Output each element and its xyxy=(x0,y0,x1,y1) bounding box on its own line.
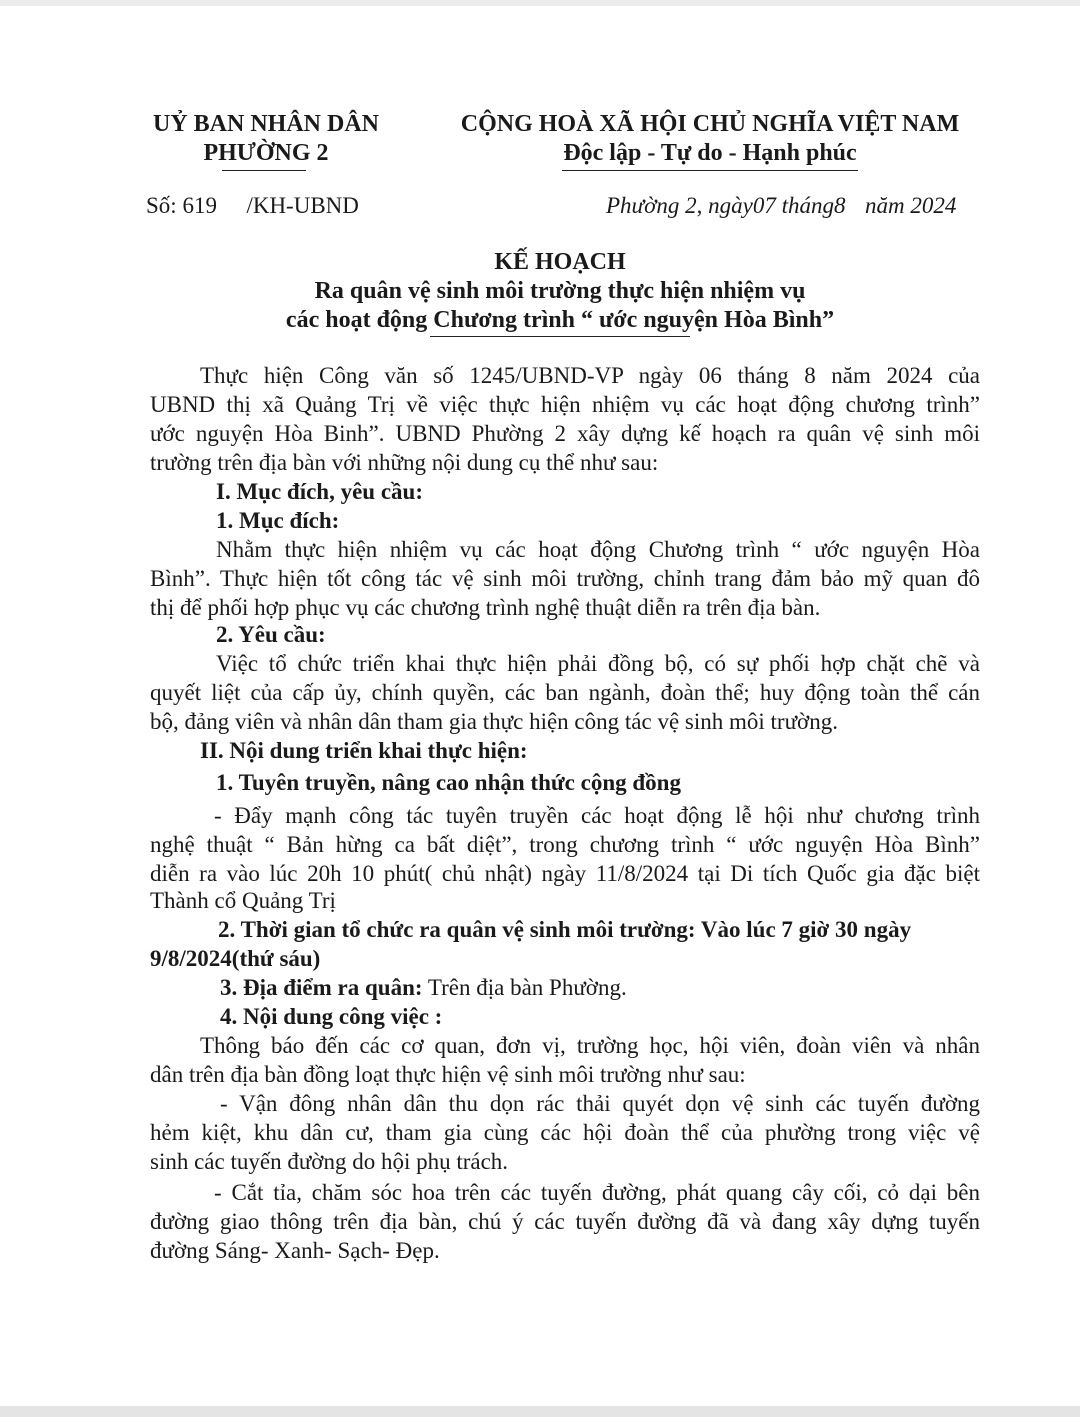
date-place: Phường 2, ngày xyxy=(606,193,753,218)
section2-item4-intro-1: Thông báo đến các cơ quan, đơn vị, trường học, hội viên, đoàn viên và nhân xyxy=(200,1033,980,1058)
doc-subtitle-2: các hoạt động Chương trình “ ước nguyện Hòa Bình” xyxy=(285,307,835,333)
agency-name: UỶ BAN NHÂN DÂN xyxy=(153,111,379,137)
section1-sub1-line-3: thị để phối hợp phục vụ các chương trình nghệ thuật diễn ra trên địa bàn. xyxy=(150,595,821,620)
doc-number-value: 619 xyxy=(182,193,217,218)
agency-ward: PHƯỜNG 2 xyxy=(203,140,329,166)
page-bottom-edge xyxy=(0,1406,1080,1417)
section1-sub1-line-1: Nhằm thực hiện nhiệm vụ các hoạt động Chương trình “ ước nguyện Hòa xyxy=(216,537,980,562)
intro-line-3: ước nguyện Hòa Binh”. UBND Phường 2 xây dựng kế hoạch ra quân vệ sinh môi xyxy=(150,421,980,446)
section1-sub2-line-3: bộ, đảng viên và nhân dân tham gia thực hiện công tác vệ sinh môi trường. xyxy=(150,709,838,734)
doc-number xyxy=(146,192,359,220)
date-month-label: tháng xyxy=(781,193,834,218)
document-page xyxy=(0,6,1080,1406)
section2-item4-bullet2-line-3: đường Sáng- Xanh- Sạch- Đẹp. xyxy=(150,1238,440,1263)
section2-item2-text: . Thời gian tổ chức ra quân vệ sinh môi trường: Vào lúc 7 giờ 30 ngày xyxy=(229,917,912,942)
section2-item4-heading: 4. Nội dung công việc : xyxy=(220,1004,443,1029)
agency-underline xyxy=(222,170,306,171)
section2-item1-line-3: diễn ra vào lúc 20h 10 phút( chủ nhật) ngày 11/8/2024 tại Di tích Quốc gia đặc biệt xyxy=(150,861,980,886)
section2-item4-bullet1-line-1: - Vận đông nhân dân thu dọn rác thải quyét dọn vệ sinh các tuyến đường xyxy=(220,1091,980,1116)
title-underline xyxy=(430,336,690,337)
date-month: 8 xyxy=(833,193,846,218)
section2-item1-line-1: - Đẩy mạnh công tác tuyên truyền các hoạt động lễ hội như chương trình xyxy=(214,803,980,828)
intro-line-1: Thực hiện Công văn số 1245/UBND-VP ngày 06 tháng 8 năm 2024 của xyxy=(200,363,980,388)
date-day: 07 xyxy=(752,193,776,218)
intro-line-4: trường trên địa bàn với những nội dung cụ thể như sau: xyxy=(150,450,659,475)
section2-item1-line-2: nghệ thuật “ Bản hừng ca bất diệt”, trong chương trình “ ước nguyện Hòa Bình” xyxy=(150,832,980,857)
section1-sub2-heading: 2. Yêu cầu: xyxy=(216,622,326,647)
date-year: năm 2024 xyxy=(864,193,957,218)
section2-item4-bullet2-line-1: - Cắt tỉa, chăm sóc hoa trên các tuyến đường, phát quang cây cối, cỏ dại bên xyxy=(214,1180,980,1205)
section2-item4-intro-2: dân trên địa bàn đồng loạt thực hiện vệ sinh môi trường như sau: xyxy=(150,1062,746,1087)
section2-item3 xyxy=(220,974,627,1002)
section1-heading: I. Mục đích, yêu cầu: xyxy=(216,479,423,504)
nation-name: CỘNG HOÀ XÃ HỘI CHỦ NGHĨA VIỆT NAM xyxy=(460,111,960,137)
doc-title: KẾ HOẠCH xyxy=(494,249,626,275)
doc-number-label: Số: xyxy=(146,193,177,218)
section1-sub2-line-2: quyết liệt của cấp ủy, chính quyền, các ban ngành, đoàn thể; huy động toàn thể cán xyxy=(150,680,980,705)
section1-sub1-heading: 1. Mục đích: xyxy=(216,508,340,533)
section2-item4-bullet2-line-2: đường giao thông trên địa bàn, chú ý các tuyến đường đã và đang xây dựng tuyến xyxy=(150,1209,980,1234)
section2-item2-line-2: 9/8/2024(thứ sáu) xyxy=(150,946,321,971)
section2-item3-text: Trên địa bàn Phường. xyxy=(422,975,627,1000)
motto-underline xyxy=(562,170,858,171)
section2-heading: II. Nội dung triển khai thực hiện: xyxy=(200,738,528,763)
section2-item1-line-4: Thành cổ Quảng Trị xyxy=(150,888,336,913)
section2-item2-line-1 xyxy=(218,916,911,944)
section2-item3-heading: 3. Địa điểm ra quân: xyxy=(220,975,423,1000)
doc-number-suffix: /KH-UBND xyxy=(246,193,359,218)
section1-sub1-line-2: Bình”. Thực hiện tốt công tác vệ sinh môi trường, chỉnh trang đảm bảo mỹ quan đô xyxy=(150,566,980,591)
section2-item4-bullet1-line-3: sinh các tuyến đường do hội phụ trách. xyxy=(150,1149,509,1174)
intro-line-2: UBND thị xã Quảng Trị về việc thực hiện nhiệm vụ các hoạt động chương trình” xyxy=(150,392,980,417)
date-line xyxy=(606,192,956,220)
section2-item4-bullet1-line-2: hẻm kiệt, khu dân cư, tham gia cùng các hội đoàn thể của phường trong việc vệ xyxy=(150,1120,980,1145)
section2-item1-heading: 1. Tuyên truyền, nâng cao nhận thức cộng đồng xyxy=(216,770,681,795)
section2-item2-number: 2 xyxy=(218,917,230,942)
nation-motto: Độc lập - Tự do - Hạnh phúc xyxy=(563,140,857,166)
section1-sub2-line-1: Việc tổ chức triển khai thực hiện phải đồng bộ, có sự phối hợp chặt chẽ và xyxy=(216,651,980,676)
doc-subtitle-1: Ra quân vệ sinh môi trường thực hiện nhiệm vụ xyxy=(314,278,806,304)
